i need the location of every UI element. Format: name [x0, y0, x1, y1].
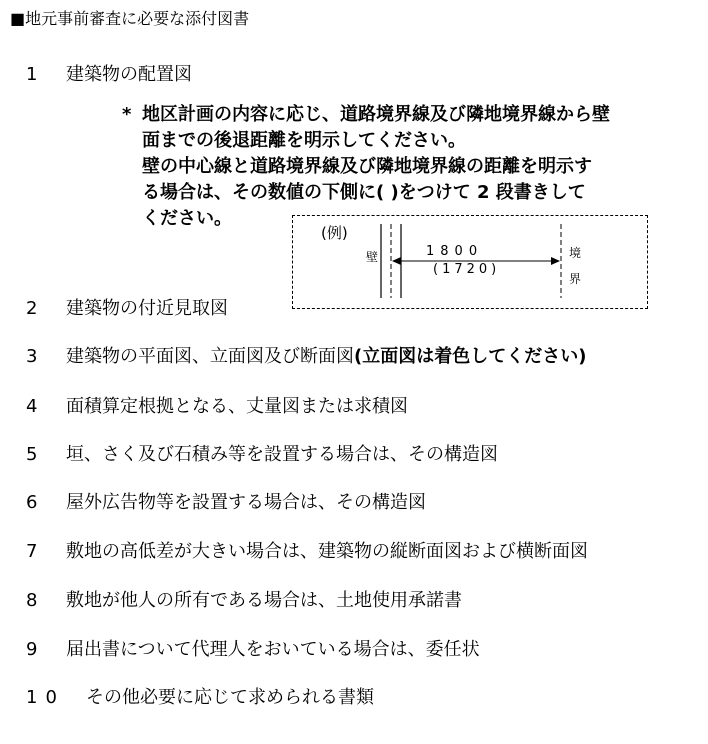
note-line: 面までの後退距離を明示してください。	[142, 130, 466, 151]
note-line: 地区計画の内容に応じ、道路境界線及び隣地境界線から壁	[142, 104, 610, 125]
item-number: 5	[26, 444, 38, 465]
list-item-9	[0, 635, 708, 665]
list-item-4	[0, 392, 708, 422]
list-item-7	[0, 537, 708, 567]
note-line: 壁の中心線と道路境界線及び隣地境界線の距離を明示す	[142, 156, 592, 177]
list-item-8	[0, 586, 708, 616]
item-text: 面積算定根拠となる、丈量図または求積図	[66, 396, 408, 417]
document-heading: ■地元事前審査に必要な添付図書	[10, 9, 250, 28]
arrow-right	[551, 257, 560, 265]
list-item-10	[0, 683, 708, 713]
item-text: その他必要に応じて求められる書類	[86, 687, 374, 708]
item-text: 垣、さく及び石積み等を設置する場合は、その構造図	[66, 444, 498, 465]
item-number: 1	[26, 64, 38, 85]
item-text: 屋外広告物等を設置する場合は、その構造図	[66, 492, 426, 513]
list-item-3	[0, 342, 708, 372]
item-text: 届出書について代理人をおいている場合は、委任状	[66, 639, 480, 660]
list-item-5	[0, 440, 708, 470]
item-number: 9	[26, 639, 38, 660]
wall-label: 壁	[366, 250, 379, 264]
example-label: (例)	[321, 224, 348, 242]
item-number: 10	[26, 687, 65, 708]
item-text: 敷地が他人の所有である場合は、土地使用承諾書	[66, 590, 462, 611]
boundary-label-1: 境	[569, 246, 582, 260]
item-text: 敷地の高低差が大きい場合は、建築物の縦断面図および横断面図	[66, 541, 588, 562]
item-number: 4	[26, 396, 38, 417]
item-text: 建築物の付近見取図	[66, 298, 228, 319]
item-number: 2	[26, 298, 38, 319]
note-line: る場合は、その数値の下側に( )をつけて 2 段書きして	[142, 182, 586, 203]
list-item-1	[0, 60, 708, 90]
item-number: 6	[26, 492, 38, 513]
item-text: 建築物の配置図	[66, 64, 192, 85]
item-number: 8	[26, 590, 38, 611]
arrow-left	[392, 257, 401, 265]
list-item-2	[0, 294, 708, 324]
item-text-main: 建築物の平面図、立面図及び断面図	[66, 346, 354, 367]
list-item-6	[0, 488, 708, 518]
item-number: 7	[26, 541, 38, 562]
dimension-value: 1800	[426, 244, 484, 259]
boundary-label-2: 界	[569, 272, 582, 286]
item-text-bold: (立面図は着色してください)	[354, 346, 587, 367]
note-asterisk: *	[122, 104, 132, 125]
item-text	[66, 342, 586, 372]
note-line: ください。	[142, 208, 232, 229]
dimension-value-paren: (1720)	[433, 262, 501, 277]
item-number: 3	[26, 346, 38, 367]
